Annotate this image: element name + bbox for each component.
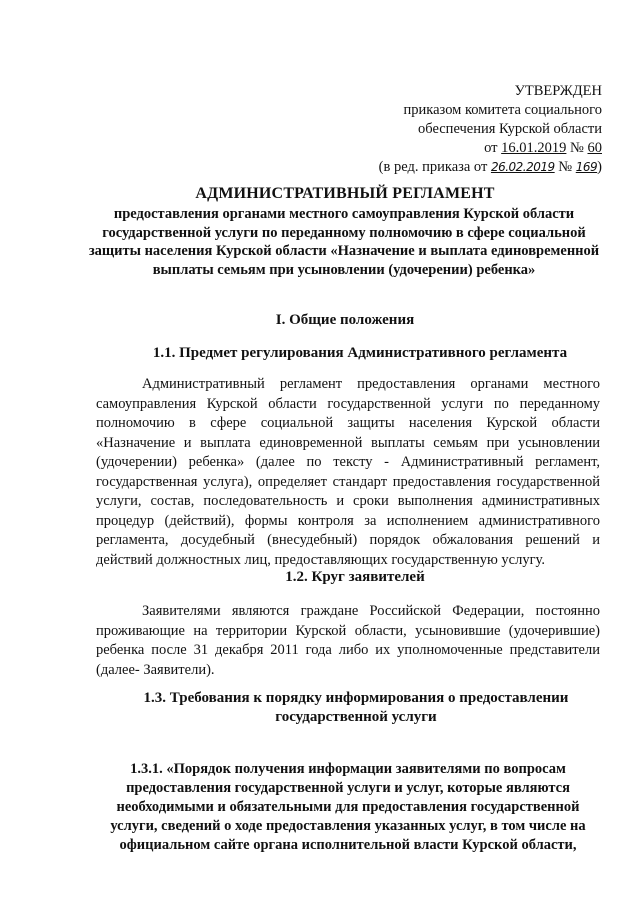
subsection-1-3-1-text: 1.3.1. «Порядок получения информации заявителями по вопросам предоставления государственной услуги и услуг, которые являются необходимыми и обязательными для предоставления государственной услуги, сведений о ходе предоставления указанных услуг, в том числе на официальном сайте органа исполнительной власти Курской области,	[110, 761, 586, 853]
subsection-1-3-heading	[96, 689, 616, 727]
amendment-number-sign: №	[554, 159, 576, 175]
subsection-1-3-heading-line-2: государственной услуги	[275, 709, 437, 725]
approval-line-4	[379, 139, 602, 158]
subsection-1-2-heading: 1.2. Круг заявителей	[285, 569, 425, 585]
approval-line-3: обеспечения Курской области	[418, 121, 602, 137]
subsection-1-1-text: Административный регламент предоставления органами местного самоуправления Курской области государственной услуги по переданному полномочию в сфере социальной защиты населения Курской области «Назначение и выплата единовременной выплаты семьям при усыновлении (удочерении) ребенка» (далее по тексту - Административный регламент, государственная услуга), определяет стандарт предоставления государственной услуги, состав, последовательность и сроки выполнения административных процедур (действий), формы контроля за исполнением административного регламента, досудебный (внесудебный) порядок обжалования решений и действий должностных лиц, предоставляющих государственную услугу.	[96, 376, 600, 568]
amendment-prefix: (в ред. приказа от	[378, 159, 491, 175]
amendment-suffix: )	[597, 159, 602, 175]
approval-line-1: УТВЕРЖДЕН	[514, 83, 602, 99]
subsection-1-3-heading-line-1: 1.3. Требования к порядку информирования о предоставлении	[143, 690, 569, 706]
section-1-heading: I. Общие положения	[275, 312, 415, 328]
approval-number-sign: №	[566, 140, 588, 156]
subsection-1-1-heading: 1.1. Предмет регулирования Административного регламента	[152, 345, 568, 361]
amendment-date-handwritten: 26.02.2019	[490, 160, 555, 174]
document-title: АДМИНИСТРАТИВНЫЙ РЕГЛАМЕНТ	[195, 185, 495, 202]
approval-stamp-block	[379, 82, 602, 177]
amendment-number-handwritten: 169	[575, 160, 598, 174]
approval-number: 60	[587, 140, 602, 156]
approval-date: 16.01.2019	[501, 140, 567, 156]
approval-line-5	[379, 158, 602, 177]
approval-date-prefix: от	[484, 140, 502, 156]
document-subtitle: предоставления органами местного самоуправления Курской области государственной услуги по переданному полномочию в сфере социальной защиты населения Курской области «Назначение и выплата единовременной выплаты семьям при усыновлении (удочерении) ребенка»	[88, 206, 600, 278]
subsection-1-2-text: Заявителями являются граждане Российской Федерации, постоянно проживающие на территории Курской области, усыновившие (удочерившие) ребенка после 31 декабря 2011 года либо их уполномоченные представители (далее- Заявители).	[96, 603, 600, 678]
approval-line-2: приказом комитета социального	[403, 102, 602, 118]
